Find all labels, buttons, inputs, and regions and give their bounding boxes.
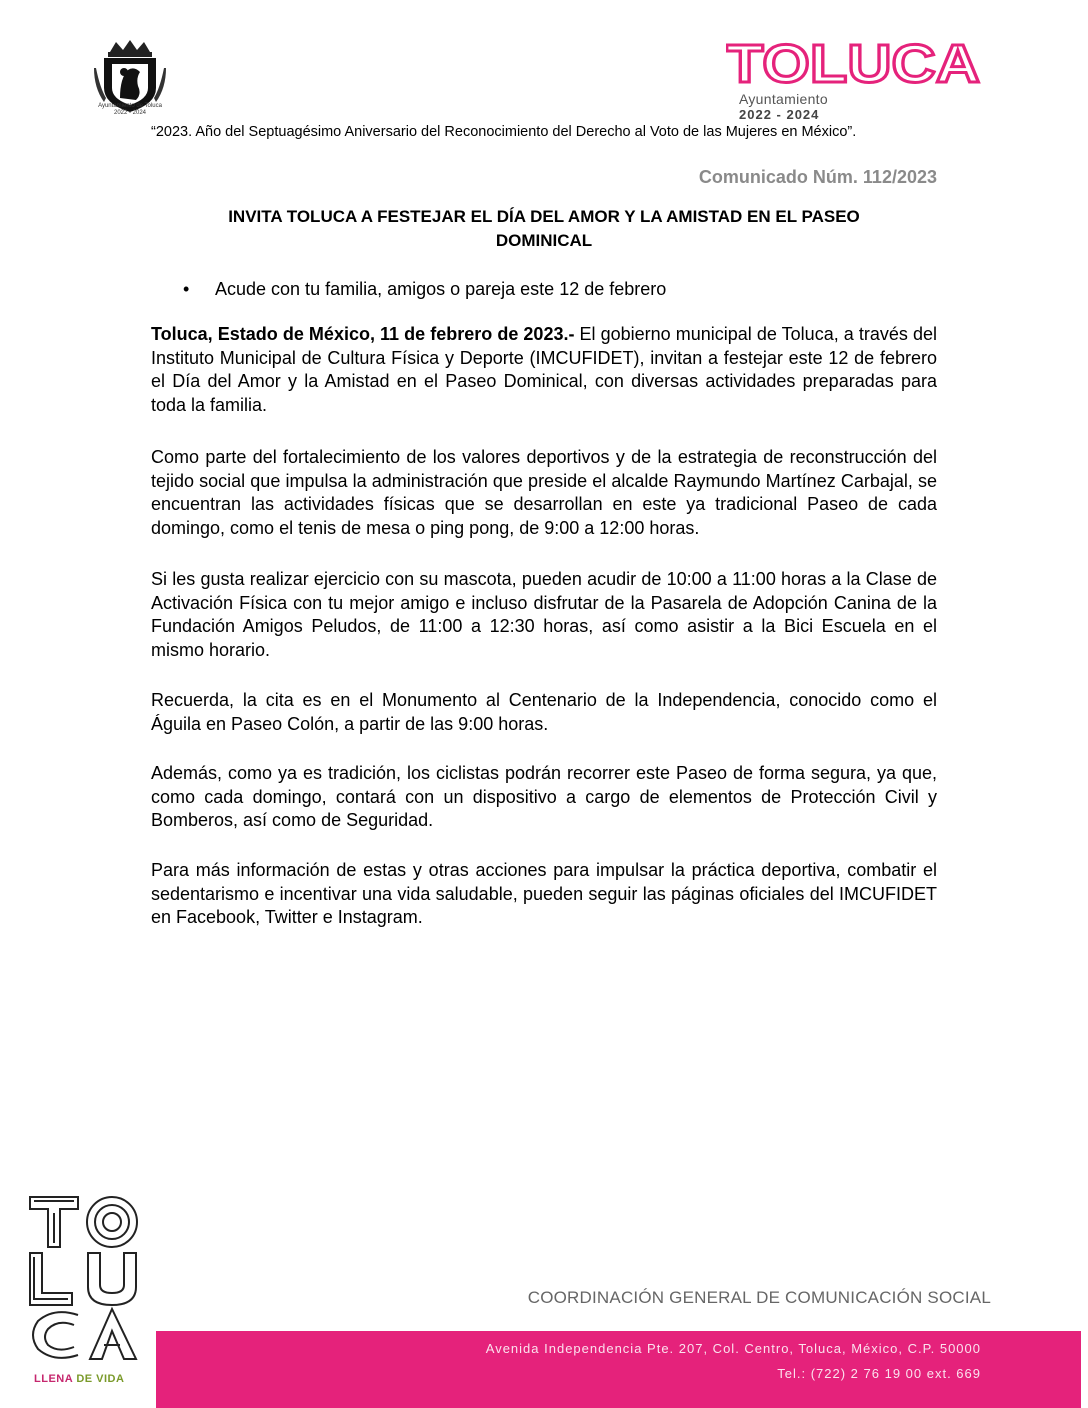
- tagline-part2: DE VIDA: [76, 1373, 125, 1385]
- paragraph-5: Además, como ya es tradición, los ciclistas podrán recorrer este Paseo de forma segura, ya que, como cada domingo, contará con un dispositivo a cargo de elementos de Protección Civil y Bomberos, así como de Seguridad.: [151, 763, 937, 831]
- headline: [151, 205, 937, 253]
- toluca-footer-logo: [28, 1195, 140, 1361]
- ayuntamiento-years: 2022 - 2024: [739, 107, 820, 122]
- toluca-logo-text: TOLUCA: [726, 38, 980, 86]
- paragraph-1-text: El gobierno municipal de Toluca, a través del Instituto Municipal de Cultura Física y Deporte (IMCUFIDET), invitan a festejar este 12 de febrero el Día del Amor y la Amistad en el Paseo Dominical, con diversas actividades preparadas para toda la familia.: [151, 324, 937, 415]
- headline-line1: INVITA TOLUCA A FESTEJAR EL DÍA DEL AMOR Y LA AMISTAD EN EL PASEO: [228, 207, 860, 226]
- seal-caption-line2: 2022 - 2024: [113, 110, 147, 116]
- headline-line2: DOMINICAL: [495, 231, 593, 250]
- paragraph-1: [151, 323, 937, 417]
- toluca-logo: [726, 38, 982, 86]
- footer-phone: Tel.: (722) 2 76 19 00 ext. 669: [777, 1366, 981, 1381]
- seal-caption-line1: Ayuntamiento de Toluca: [98, 103, 162, 109]
- comunicado-number: Comunicado Núm. 112/2023: [698, 167, 937, 187]
- ayuntamiento-label: Ayuntamiento: [739, 91, 828, 107]
- seal-caption: [78, 103, 182, 117]
- coordination-label: COORDINACIÓN GENERAL DE COMUNICACIÓN SOCIAL: [527, 1288, 991, 1307]
- year-motto: “2023. Año del Septuagésimo Aniversario del Reconocimiento del Derecho al Voto de las Mujeres en México”.: [151, 124, 857, 140]
- bullet-dot: •: [183, 279, 190, 299]
- dateline: Toluca, Estado de México, 11 de febrero de 2023.-: [151, 324, 575, 344]
- bullet-item: [183, 279, 666, 300]
- footer-address: Avenida Independencia Pte. 207, Col. Centro, Toluca, México, C.P. 50000: [485, 1341, 981, 1356]
- paragraph-4: Recuerda, la cita es en el Monumento al Centenario de la Independencia, conocido como el Águila en Paseo Colón, a partir de las 9:00 horas.: [151, 690, 937, 734]
- bullet-text: Acude con tu familia, amigos o pareja este 12 de febrero: [215, 279, 667, 299]
- paragraph-3: Si les gusta realizar ejercicio con su mascota, pueden acudir de 10:00 a 11:00 horas a la Clase de Activación Física con tu mejor amigo e incluso disfrutar de la Pasarela de Adopción Canina de la Fundación Amigos Peludos, de 11:00 a 12:30 horas, así como asistir a la Bici Escuela en el mismo horario.: [151, 569, 937, 660]
- footer-tagline: [34, 1373, 124, 1385]
- paragraph-2: Como parte del fortalecimiento de los valores deportivos y de la estrategia de reconstrucción del tejido social que impulsa la administración que preside el alcalde Raymundo Martínez Carbajal, se encuentran las actividades físicas que se desarrollan en este ya tradicional Paseo de cada domingo, como el tenis de mesa o ping pong, de 9:00 a 12:00 horas.: [151, 447, 937, 538]
- tagline-part1: LLENA: [34, 1373, 77, 1385]
- paragraph-6: Para más información de estas y otras acciones para impulsar la práctica deportiva, combatir el sedentarismo e incentivar una vida saludable, pueden seguir las páginas oficiales del IMCUFIDET en Facebook, Twitter e Instagram.: [151, 860, 937, 928]
